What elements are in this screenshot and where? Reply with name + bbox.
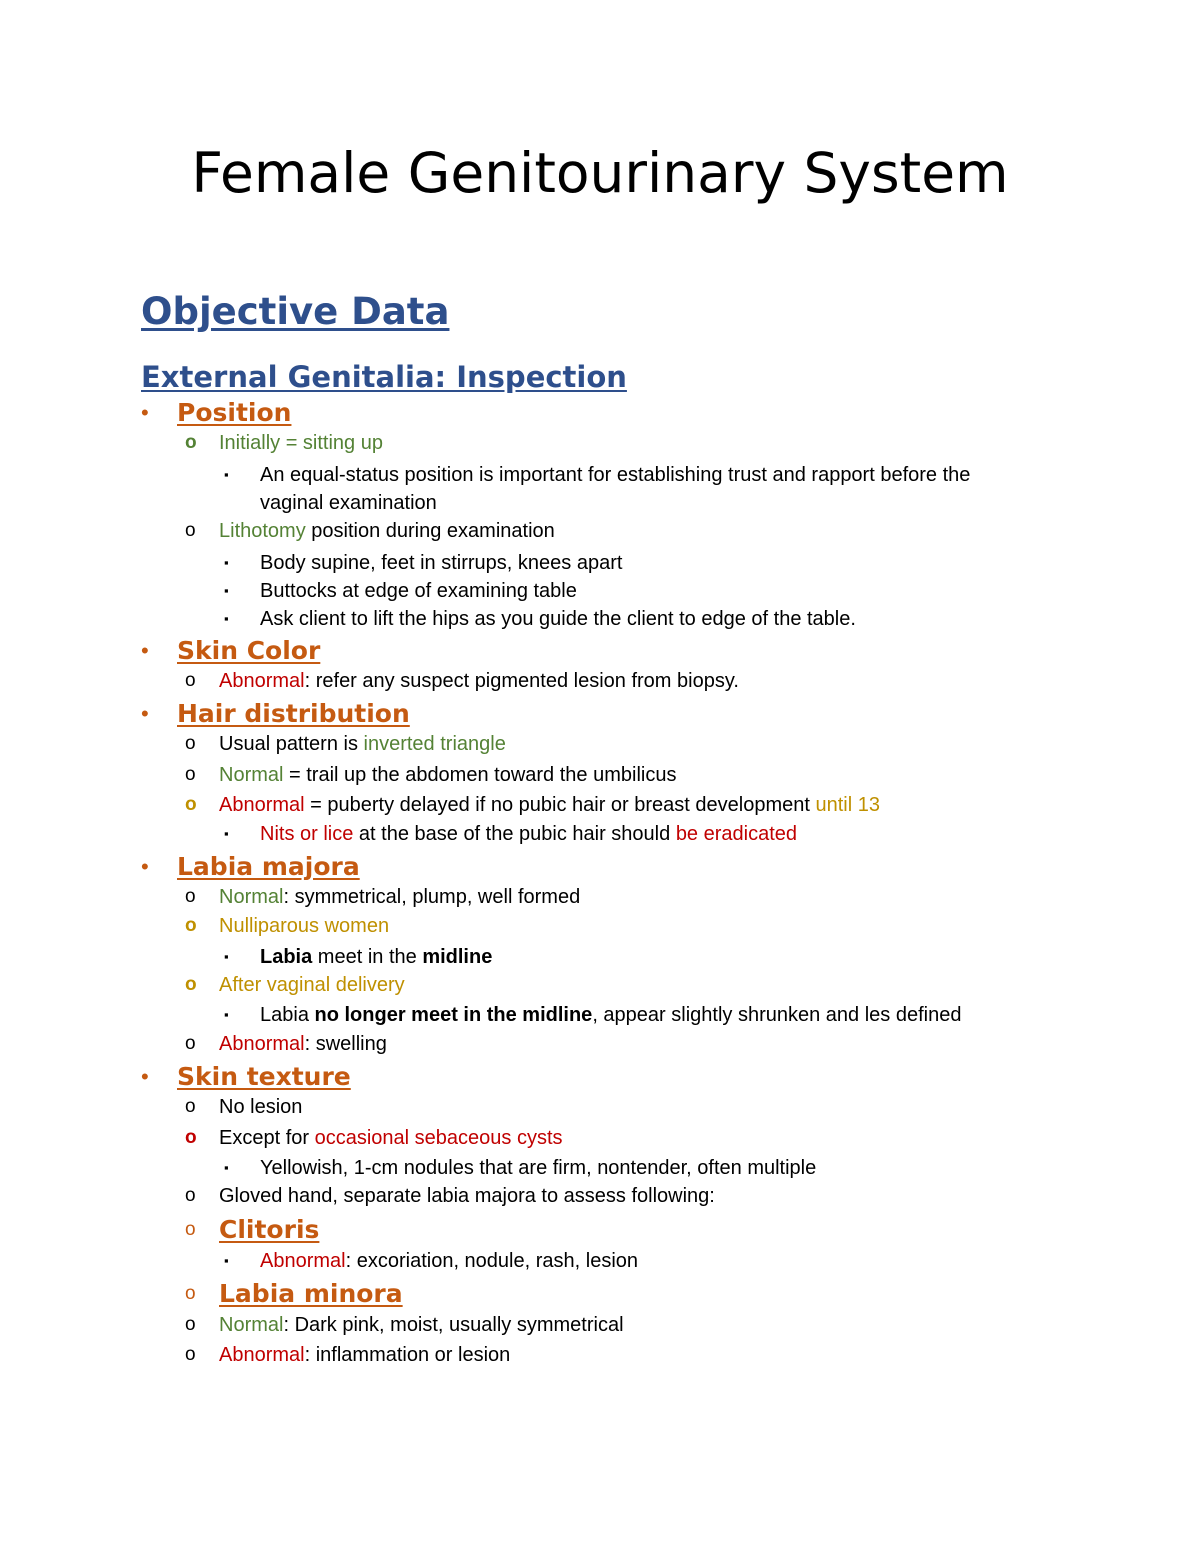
list-text: Ask client to lift the hips as you guide the client to edge of the table.	[260, 608, 856, 630]
square-marker: ▪	[224, 949, 229, 964]
list-item	[0, 1310, 1200, 1340]
list-text: Lithotomy position during examination	[219, 520, 555, 542]
list-text: Yellowish, 1-cm nodules that are firm, nontender, often multiple	[260, 1157, 817, 1179]
list-item-skin-texture	[0, 1062, 1200, 1092]
circle-marker: o	[185, 974, 197, 995]
list-item	[0, 576, 1200, 606]
list-item	[0, 428, 1200, 458]
list-item	[0, 460, 1200, 490]
circle-marker: o	[185, 1096, 196, 1117]
circle-marker: o	[185, 794, 197, 815]
heading-skin-color: Skin Color	[177, 636, 321, 665]
square-marker: ▪	[224, 611, 229, 626]
list-text: Normal: Dark pink, moist, usually symmetrical	[219, 1314, 624, 1336]
list-text: No lesion	[219, 1096, 303, 1118]
list-text: Abnormal: inflammation or lesion	[219, 1344, 511, 1366]
circle-marker: o	[185, 1314, 196, 1335]
subsection-heading: External Genitalia: Inspection	[141, 360, 627, 394]
list-text: Normal = trail up the abdomen toward the umbilicus	[219, 764, 677, 786]
heading-position: Position	[177, 398, 292, 427]
list-item	[0, 604, 1200, 634]
circle-marker: o	[185, 520, 196, 541]
list-item-position	[0, 398, 1200, 428]
circle-marker: o	[185, 1127, 197, 1148]
list-text: Abnormal: refer any suspect pigmented lesion from biopsy.	[219, 670, 739, 692]
list-text: Usual pattern is inverted triangle	[219, 733, 506, 755]
bullet-marker: •	[141, 638, 149, 663]
list-text: Abnormal = puberty delayed if no pubic hair or breast development until 13	[219, 794, 880, 816]
list-item-skin-color	[0, 636, 1200, 666]
list-item	[0, 970, 1200, 1000]
list-item	[0, 516, 1200, 546]
term-lithotomy: Lithotomy	[219, 520, 306, 542]
list-text: Abnormal: swelling	[219, 1033, 387, 1055]
list-item	[0, 1123, 1200, 1153]
list-text: Gloved hand, separate labia majora to assess following:	[219, 1185, 715, 1207]
list-item	[0, 1029, 1200, 1059]
circle-marker: o	[185, 764, 196, 785]
square-marker: ▪	[224, 826, 229, 841]
section-heading: Objective Data	[141, 290, 450, 333]
bullet-marker: •	[141, 1064, 149, 1089]
list-text: vaginal examination	[260, 492, 437, 514]
list-text: Initially = sitting up	[219, 432, 383, 454]
list-item-continuation	[0, 488, 1200, 518]
list-item	[0, 548, 1200, 578]
list-item	[0, 666, 1200, 696]
list-item-clitoris	[0, 1215, 1200, 1245]
heading-labia-majora: Labia majora	[177, 852, 360, 881]
square-marker: ▪	[224, 1160, 229, 1175]
list-text: Nulliparous women	[219, 915, 390, 937]
list-text: After vaginal delivery	[219, 974, 405, 996]
list-item	[0, 882, 1200, 912]
bullet-marker: •	[141, 701, 149, 726]
list-item	[0, 1340, 1200, 1370]
heading-hair-distribution: Hair distribution	[177, 699, 410, 728]
circle-marker: o	[185, 670, 196, 691]
list-item	[0, 729, 1200, 759]
circle-marker: o	[185, 1283, 196, 1304]
circle-marker: o	[185, 733, 196, 754]
heading-skin-texture: Skin texture	[177, 1062, 351, 1091]
square-marker: ▪	[224, 583, 229, 598]
list-item	[0, 1092, 1200, 1122]
list-item	[0, 1246, 1200, 1276]
list-item	[0, 1000, 1200, 1030]
list-text: An equal-status position is important for establishing trust and rapport before the	[260, 464, 971, 486]
square-marker: ▪	[224, 1007, 229, 1022]
bullet-marker: •	[141, 400, 149, 425]
list-item-labia-minora	[0, 1279, 1200, 1309]
heading-clitoris: Clitoris	[219, 1215, 320, 1244]
circle-marker: o	[185, 432, 197, 453]
list-item	[0, 1153, 1200, 1183]
circle-marker: o	[185, 1185, 196, 1206]
list-item	[0, 819, 1200, 849]
list-text: Abnormal: excoriation, nodule, rash, lesion	[260, 1250, 639, 1272]
list-text: Buttocks at edge of examining table	[260, 580, 577, 602]
list-item	[0, 911, 1200, 941]
list-item	[0, 1181, 1200, 1211]
square-marker: ▪	[224, 555, 229, 570]
list-text: Labia no longer meet in the midline, appear slightly shrunken and les defined	[260, 1004, 962, 1026]
heading-labia-minora: Labia minora	[219, 1279, 403, 1308]
circle-marker: o	[185, 1033, 196, 1054]
list-text: Except for occasional sebaceous cysts	[219, 1127, 563, 1149]
list-text: Normal: symmetrical, plump, well formed	[219, 886, 581, 908]
list-text: Nits or lice at the base of the pubic hair should be eradicated	[260, 823, 798, 845]
bullet-marker: •	[141, 854, 149, 879]
circle-marker: o	[185, 886, 196, 907]
square-marker: ▪	[224, 467, 229, 482]
list-text: Labia meet in the midline	[260, 946, 493, 968]
list-item	[0, 760, 1200, 790]
page-title: Female Genitourinary System	[191, 141, 1009, 205]
list-item	[0, 790, 1200, 820]
list-item	[0, 942, 1200, 972]
circle-marker: o	[185, 1219, 196, 1240]
circle-marker: o	[185, 1344, 196, 1365]
list-item-labia-majora	[0, 852, 1200, 882]
square-marker: ▪	[224, 1253, 229, 1268]
list-text: Body supine, feet in stirrups, knees apart	[260, 552, 623, 574]
list-item-hair-distribution	[0, 699, 1200, 729]
circle-marker: o	[185, 915, 197, 936]
